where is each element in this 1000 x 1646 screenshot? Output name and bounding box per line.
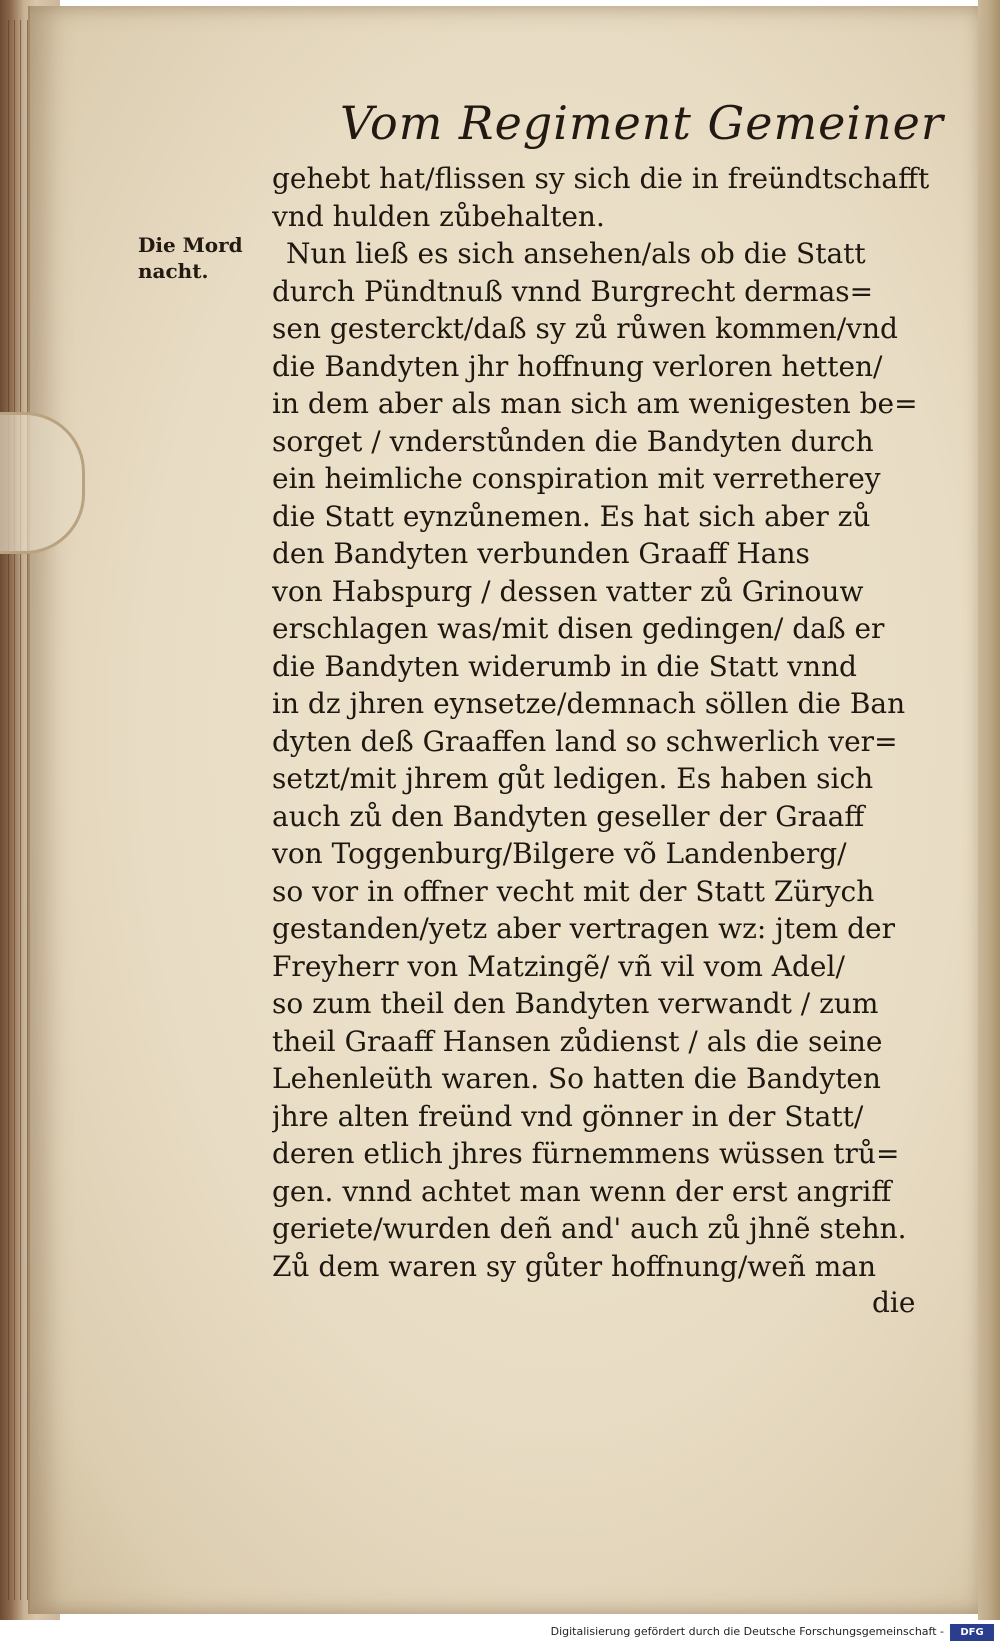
- text-line: geriete/wurden deñ and' auch zů jhnẽ stehn.: [272, 1212, 907, 1245]
- text-line: in dem aber als man sich am wenigesten be=: [272, 387, 918, 420]
- text-line: so vor in offner vecht mit der Statt Zürych: [272, 874, 875, 908]
- text-line: die Statt eynzůnemen. Es hat sich aber zů: [272, 499, 871, 533]
- text-line: erschlagen was/mit disen gedingen/ daß er: [272, 612, 885, 645]
- text-line: von Toggenburg/Bilgere võ Landenberg/: [272, 837, 847, 870]
- dfg-logo: DFG: [950, 1624, 994, 1641]
- text-line: gestanden/yetz aber vertragen wz: jtem der: [272, 912, 895, 945]
- text-line: den Bandyten verbunden Graaff Hans: [272, 537, 810, 570]
- footer-bar: [0, 1620, 1000, 1646]
- text-line: deren etlich jhres fürnemmens wüssen trů=: [272, 1137, 900, 1170]
- text-line: auch zů den Bandyten geseller der Graaff: [272, 799, 865, 833]
- text-line: in dz jhren eynsetze/demnach söllen die Ban: [272, 687, 906, 720]
- text-line: Freyherr von Matzingẽ/ vñ vil vom Adel/: [272, 949, 845, 983]
- text-line: Nun ließ es sich ansehen/als ob die Statt: [286, 237, 866, 270]
- text-line: die Bandyten widerumb in die Statt vnnd: [272, 649, 857, 683]
- body-text: [272, 160, 932, 1285]
- text-line: gehebt hat/flissen sy sich die in freündtschafft: [272, 162, 930, 195]
- text-line: von Habspurg / dessen vatter zů Grinouw: [272, 574, 864, 608]
- text-line: ein heimliche conspiration mit verretherey: [272, 462, 881, 495]
- funding-notice: Digitalisierung gefördert durch die Deutsche Forschungsgemeinschaft -: [550, 1625, 944, 1638]
- marginal-note-line: Die Mord: [138, 233, 243, 257]
- text-line: sorget / vnderstůnden die Bandyten durch: [272, 424, 874, 458]
- catchword: die: [872, 1286, 916, 1319]
- text-line: durch Pündtnuß vnnd Burgrecht dermas=: [272, 274, 874, 308]
- text-line: sen gesterckt/daß sy zů růwen kommen/vnd: [272, 312, 898, 345]
- text-line: die Bandyten jhr hoffnung verloren hetten/: [272, 349, 883, 383]
- marginal-note-line: nacht.: [138, 259, 209, 283]
- page-fore-edge: [978, 0, 1000, 1620]
- text-line: dyten deß Graaffen land so schwerlich ver=: [272, 724, 898, 758]
- text-line: theil Graaff Hansen zůdienst / als die seine: [272, 1024, 883, 1058]
- text-line: vnd hulden zůbehalten.: [272, 199, 605, 233]
- text-line: gen. vnnd achtet man wenn der erst angriff: [272, 1174, 892, 1208]
- text-line: jhre alten freünd vnd gönner in der Statt/: [272, 1099, 864, 1133]
- text-line: Zů dem waren sy gůter hoffnung/weñ man: [272, 1249, 877, 1283]
- text-line: setzt/mit jhrem gůt ledigen. Es haben sich: [272, 762, 874, 795]
- text-line: Lehenleüth waren. So hatten die Bandyten: [272, 1062, 881, 1095]
- text-line: so zum theil den Bandyten verwandt / zum: [272, 987, 879, 1020]
- marginal-note: [138, 232, 268, 284]
- running-head: Vom Regiment Gemeiner: [340, 96, 944, 150]
